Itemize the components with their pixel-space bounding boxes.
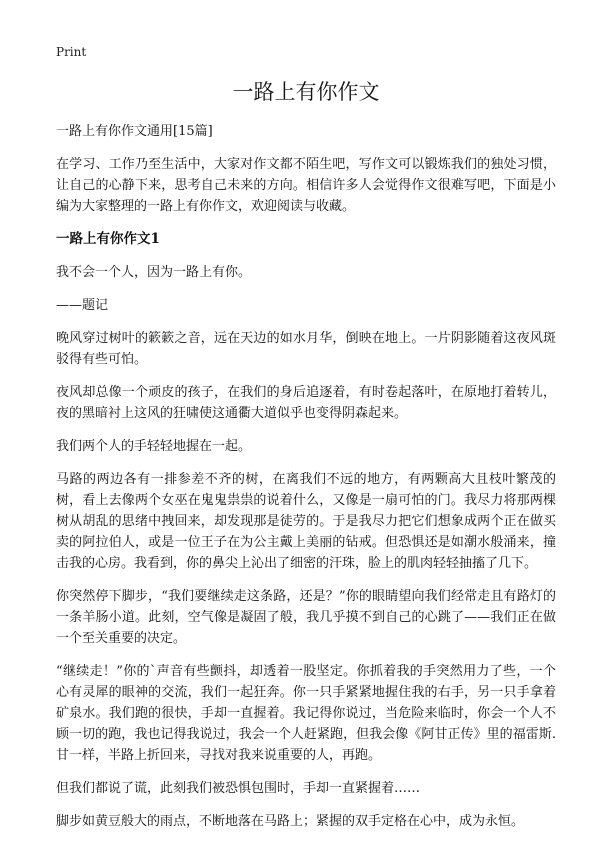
paragraph: 脚步如黄豆般大的雨点，不断地落在马路上；紧握的双手定格在心中，成为永恒。 (56, 814, 525, 829)
article-body (56, 121, 556, 844)
paragraph: 你突然停下脚步，“我们要继续走这条路，还是？”你的眼睛望向我们经常走且有路灯的一条羊肠小道。此刻，空气像是凝固了般，我几乎摸不到自己的心跳了——我们正在做一个至关重要的决定。 (56, 589, 556, 646)
paragraph: 但我们都说了谎，此刻我们被恐惧包围时，手却一直紧握着…… (56, 781, 421, 796)
article-subtitle: 一路上有你作文通用[15篇] (56, 124, 213, 139)
paragraph: 夜风却总像一个顽皮的孩子，在我们的身后追逐着，有时卷起落叶，在原地打着转儿，夜的黑暗衬上这风的狂啸使这通衢大道似乎也变得阴森起来。 (56, 385, 556, 421)
section-heading: 一路上有你作文1 (56, 231, 160, 247)
paragraph: 我们两个人的手轻轻地握在一起。 (56, 439, 252, 454)
article-title: 一路上有你作文 (232, 80, 380, 104)
intro-paragraph: 在学习、工作乃至生活中，大家对作文都不陌生吧，写作文可以锻炼我们的独处习惯，让自己的心静下来，思考自己未来的方向。相信许多人会觉得作文很难写吧，下面是小编为大家整理的一路上有你作文，欢迎阅读与收藏。 (56, 157, 556, 214)
paragraph: 我不会一个人，因为一路上有你。 (56, 265, 252, 280)
paragraph: ——题记 (56, 298, 109, 313)
print-link[interactable]: Print (56, 45, 87, 59)
paragraph: “继续走！”你的`声音有些颤抖，却透着一股坚定。你抓着我的手突然用力了些，一个心有灵犀的眼神的交流，我们一起狂奔。你一只手紧紧地握住我的右手，另一只手拿着矿泉水。我们跑的很快，手却一直握着。我记得你说过，当危险来临时，你会一个人不顾一切的跑，我也记得我说过，我会一个人赶紧跑，但我会像《阿甘正传》里的福雷斯.甘一样，半路上折回来，寻找对我来说重要的人，再跑。 (56, 664, 556, 763)
paragraph: 马路的两边各有一排参差不齐的树，在离我们不远的地方，有两颗高大且枝叶繁茂的树，看上去像两个女巫在鬼鬼祟祟的说着什么，又像是一扇可怕的门。我尽力将那两棵树从胡乱的思绪中拽回来，却发现那是徒劳的。于是我尽力把它们想象成两个正在做买卖的阿拉伯人，或是一位王子在为公主戴上美丽的钻戒。但恐惧还是如潮水般涌来，撞击我的心房。我看到，你的鼻尖上沁出了细密的汗珠，脸上的肌肉轻轻抽搐了几下。 (56, 472, 556, 571)
paragraph: 晚风穿过树叶的簌簌之音，远在天边的如水月华，倒映在地上。一片阴影随着这夜风斑驳得有些可怕。 (56, 331, 556, 367)
